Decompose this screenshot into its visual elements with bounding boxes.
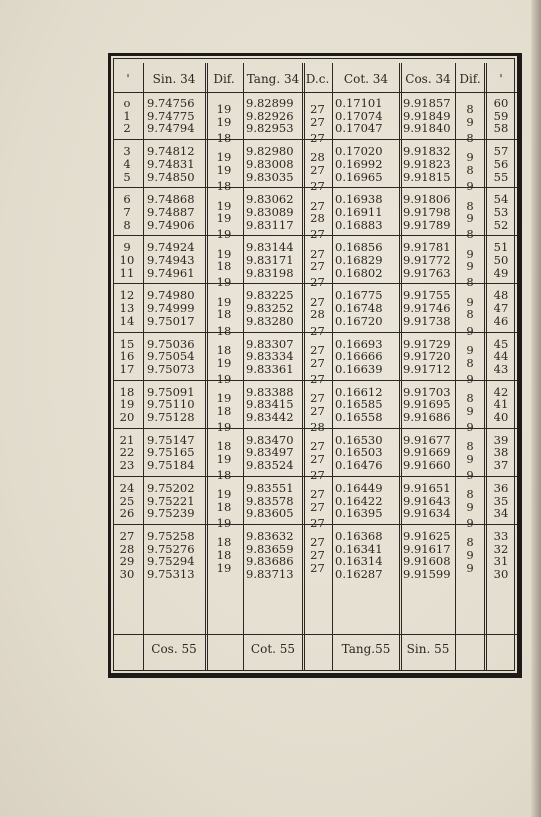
minute-right: 45 — [493, 336, 509, 351]
header-cos: Cos. 34 — [405, 72, 451, 86]
cot-value: 0.16829 — [335, 253, 383, 267]
sin-value: 9.75036 — [147, 336, 195, 351]
minute-right: 60 — [493, 96, 509, 110]
dif-sin: 18 — [216, 499, 232, 514]
tan-value: 9.83334 — [246, 349, 294, 364]
cot-value: 0.16883 — [335, 217, 383, 232]
cot-value: 0.16476 — [335, 458, 383, 473]
dif-sin: 19 — [216, 487, 232, 502]
header-cot: Cot. 34 — [343, 72, 389, 86]
cot-value: 0.16612 — [335, 384, 383, 399]
tan-value: 9.82926 — [246, 108, 294, 123]
cos-value: 9.91832 — [403, 144, 451, 159]
dif-sin: 19 — [216, 163, 232, 178]
cot-value: 0.16911 — [335, 204, 383, 219]
sin-value: 9.74831 — [147, 156, 195, 171]
minute-right: 46 — [493, 313, 509, 328]
sin-value: 9.75294 — [147, 554, 195, 569]
tan-value: 9.83361 — [246, 361, 294, 376]
sin-value: 9.74868 — [147, 192, 195, 207]
minute-left: 10 — [119, 253, 135, 267]
minute-right: 32 — [493, 541, 509, 556]
minute-right: 42 — [493, 384, 509, 399]
minute-left: 14 — [119, 313, 135, 328]
column-rule — [455, 63, 456, 671]
sin-value: 9.75184 — [147, 458, 195, 473]
header-tang: Tang. 34 — [246, 72, 300, 86]
minute-left: 1 — [123, 108, 131, 123]
dif-sin: 19 — [216, 211, 232, 226]
cos-value: 9.91599 — [403, 567, 451, 581]
tan-value: 9.83144 — [246, 240, 294, 255]
dif-cos: 8 — [466, 487, 474, 502]
sin-value: 9.74980 — [147, 288, 195, 303]
minute-left: 9 — [123, 240, 131, 255]
cos-value: 9.91677 — [403, 432, 451, 447]
tan-value: 9.82899 — [246, 96, 294, 110]
minute-left: 28 — [119, 541, 135, 556]
tan-value: 9.83388 — [246, 384, 294, 399]
minute-left: 6 — [123, 192, 131, 207]
tan-value: 9.83415 — [246, 397, 294, 412]
minute-left: 26 — [119, 506, 135, 521]
cos-value: 9.91755 — [403, 288, 451, 303]
minute-right: 43 — [493, 361, 509, 376]
sin-value: 9.75221 — [147, 493, 195, 508]
dif-common: 27 — [310, 390, 325, 405]
dif-sin: 19 — [216, 198, 232, 213]
header-dif1: Dif. — [213, 72, 235, 86]
header-dif2: Dif. — [459, 72, 481, 86]
dif-cos: 9 — [466, 323, 474, 338]
minute-right: 57 — [493, 144, 509, 159]
dif-sin: 18 — [216, 467, 232, 482]
dif-common: 27 — [310, 403, 325, 418]
dif-cos: 8 — [466, 439, 474, 454]
cos-value: 9.91746 — [403, 301, 451, 316]
dif-sin: 18 — [216, 259, 232, 274]
dif-cos: 8 — [466, 390, 474, 405]
dif-sin: 19 — [216, 355, 232, 370]
sin-value: 9.75110 — [147, 397, 195, 412]
tan-value: 9.83008 — [246, 156, 294, 171]
cos-value: 9.91798 — [403, 204, 451, 219]
minute-left: 21 — [119, 432, 135, 447]
minute-left: 30 — [119, 567, 135, 581]
dif-cos: 8 — [466, 275, 474, 290]
dif-common: 27 — [310, 535, 325, 550]
tan-value: 9.83686 — [246, 554, 294, 569]
dif-cos: 9 — [466, 342, 474, 357]
minute-right: 36 — [493, 480, 509, 495]
minute-left: 15 — [119, 336, 135, 351]
sin-value: 9.75091 — [147, 384, 195, 399]
dif-sin: 19 — [216, 275, 232, 290]
dif-common: 28 — [310, 419, 325, 434]
dif-cos: 8 — [466, 355, 474, 370]
dif-sin: 19 — [216, 515, 232, 530]
minute-right: 38 — [493, 445, 509, 460]
tan-value: 9.83605 — [246, 506, 294, 521]
dif-cos: 8 — [466, 131, 474, 146]
page-edge-shadow — [531, 0, 541, 817]
dif-common: 28 — [310, 211, 325, 226]
dif-common: 27 — [310, 371, 325, 386]
cot-value: 0.16287 — [335, 567, 383, 581]
cot-value: 0.16693 — [335, 336, 383, 351]
minute-right: 44 — [493, 349, 509, 364]
sin-value: 9.75147 — [147, 432, 195, 447]
minute-right: 35 — [493, 493, 509, 508]
tan-value: 9.83062 — [246, 192, 294, 207]
tan-value: 9.83632 — [246, 528, 294, 543]
sin-value: 9.75239 — [147, 506, 195, 521]
dif-sin: 19 — [216, 390, 232, 405]
dif-common: 28 — [310, 307, 325, 322]
dif-cos: 9 — [466, 403, 474, 418]
dif-cos: 9 — [466, 179, 474, 194]
dif-cos: 8 — [466, 535, 474, 550]
dif-sin: 18 — [216, 307, 232, 322]
minute-right: 52 — [493, 217, 509, 232]
minute-right: 33 — [493, 528, 509, 543]
minute-right: 40 — [493, 410, 509, 424]
cot-value: 0.16965 — [335, 169, 383, 184]
dif-sin: 19 — [216, 102, 232, 117]
dif-common: 27 — [310, 439, 325, 454]
tan-value: 9.83225 — [246, 288, 294, 303]
tan-value: 9.82953 — [246, 121, 294, 136]
minute-right: 34 — [493, 506, 509, 521]
minute-left: 29 — [119, 554, 135, 569]
dif-common: 27 — [310, 515, 325, 530]
cot-value: 0.16368 — [335, 528, 383, 543]
tan-value: 9.83442 — [246, 410, 294, 424]
minute-right: 49 — [493, 265, 509, 280]
sin-value: 9.74887 — [147, 204, 195, 219]
cot-value: 0.16775 — [335, 288, 383, 303]
dif-sin: 18 — [216, 179, 232, 194]
cos-value: 9.91625 — [403, 528, 451, 543]
minute-right: 37 — [493, 458, 509, 473]
column-rule — [243, 63, 244, 671]
dif-common: 27 — [310, 342, 325, 357]
tan-value: 9.83117 — [246, 217, 294, 232]
cos-value: 9.91763 — [403, 265, 451, 280]
sin-value: 9.75276 — [147, 541, 195, 556]
tan-value: 9.83578 — [246, 493, 294, 508]
sin-value: 9.75073 — [147, 361, 195, 376]
cot-value: 0.16666 — [335, 349, 383, 364]
header-sin: Sin. 34 — [152, 72, 196, 86]
dif-cos: 9 — [466, 451, 474, 466]
cot-value: 0.17101 — [335, 96, 383, 110]
sin-value: 9.74961 — [147, 265, 195, 280]
sin-value: 9.75202 — [147, 480, 195, 495]
minute-left: 8 — [123, 217, 131, 232]
sin-value: 9.75054 — [147, 349, 195, 364]
dif-sin: 19 — [216, 150, 232, 165]
cos-value: 9.91720 — [403, 349, 451, 364]
dif-sin: 19 — [216, 294, 232, 309]
header-minutes-left: ' — [126, 72, 130, 86]
dif-sin: 18 — [216, 547, 232, 562]
minute-left: o — [123, 96, 131, 110]
cot-value: 0.16314 — [335, 554, 383, 569]
dif-common: 27 — [310, 246, 325, 261]
minute-left: 13 — [119, 301, 135, 316]
dif-common: 27 — [310, 163, 325, 178]
minute-right: 41 — [493, 397, 509, 412]
dif-cos: 9 — [466, 115, 474, 130]
dif-cos: 9 — [466, 211, 474, 226]
dif-sin: 19 — [216, 560, 232, 575]
minute-right: 59 — [493, 108, 509, 123]
dif-cos: 8 — [466, 102, 474, 117]
cos-value: 9.91712 — [403, 361, 451, 376]
sin-value: 9.75165 — [147, 445, 195, 460]
tan-value: 9.83035 — [246, 169, 294, 184]
cos-value: 9.91729 — [403, 336, 451, 351]
sin-value: 9.75258 — [147, 528, 195, 543]
cos-value: 9.91686 — [403, 410, 451, 424]
cos-value: 9.91815 — [403, 169, 451, 184]
cot-value: 0.16395 — [335, 506, 383, 521]
tan-value: 9.83307 — [246, 336, 294, 351]
column-rule — [399, 63, 402, 671]
dif-common: 27 — [310, 294, 325, 309]
cos-value: 9.91703 — [403, 384, 451, 399]
sin-value: 9.74794 — [147, 121, 195, 136]
dif-sin: 19 — [216, 227, 232, 242]
sin-value: 9.74812 — [147, 144, 195, 159]
dif-cos: 9 — [466, 499, 474, 514]
cot-value: 0.16802 — [335, 265, 383, 280]
cot-value: 0.17074 — [335, 108, 383, 123]
cot-value: 0.16341 — [335, 541, 383, 556]
dif-cos: 8 — [466, 163, 474, 178]
dif-common: 27 — [310, 499, 325, 514]
dif-common: 27 — [310, 115, 325, 130]
minute-left: 19 — [119, 397, 135, 412]
cot-value: 0.16503 — [335, 445, 383, 460]
minute-right: 55 — [493, 169, 509, 184]
tan-value: 9.82980 — [246, 144, 294, 159]
sin-value: 9.75017 — [147, 313, 195, 328]
dif-sin: 19 — [216, 246, 232, 261]
sin-value: 9.74906 — [147, 217, 195, 232]
cot-value: 0.17020 — [335, 144, 383, 159]
dif-common: 27 — [310, 131, 325, 146]
cot-value: 0.16856 — [335, 240, 383, 255]
cos-value: 9.91669 — [403, 445, 451, 460]
cos-value: 9.91617 — [403, 541, 451, 556]
cot-value: 0.16992 — [335, 156, 383, 171]
sin-value: 9.74924 — [147, 240, 195, 255]
cos-value: 9.91849 — [403, 108, 451, 123]
minute-right: 30 — [493, 567, 509, 581]
dif-sin: 18 — [216, 439, 232, 454]
tan-value: 9.83252 — [246, 301, 294, 316]
minute-right: 50 — [493, 253, 509, 267]
minute-left: 16 — [119, 349, 135, 364]
cos-value: 9.91738 — [403, 313, 451, 328]
minute-left: 18 — [119, 384, 135, 399]
tan-value: 9.83470 — [246, 432, 294, 447]
dif-common: 27 — [310, 560, 325, 575]
minute-left: 17 — [119, 361, 135, 376]
minute-left: 23 — [119, 458, 135, 473]
minute-left: 24 — [119, 480, 135, 495]
cos-value: 9.91857 — [403, 96, 451, 110]
cot-value: 0.17047 — [335, 121, 383, 136]
cot-value: 0.16422 — [335, 493, 383, 508]
cos-value: 9.91823 — [403, 156, 451, 171]
tan-value: 9.83659 — [246, 541, 294, 556]
cot-value: 0.16720 — [335, 313, 383, 328]
cot-value: 0.16585 — [335, 397, 383, 412]
dif-cos: 8 — [466, 227, 474, 242]
dif-common: 27 — [310, 547, 325, 562]
cos-value: 9.91772 — [403, 253, 451, 267]
dif-cos: 9 — [466, 259, 474, 274]
minute-right: 53 — [493, 204, 509, 219]
cot-value: 0.16639 — [335, 361, 383, 376]
footer-sin: Cos. 55 — [151, 642, 197, 656]
minute-left: 25 — [119, 493, 135, 508]
minute-left: 7 — [123, 204, 131, 219]
minute-right: 31 — [493, 554, 509, 569]
dif-cos: 9 — [466, 467, 474, 482]
dif-sin: 18 — [216, 403, 232, 418]
dif-common: 27 — [310, 467, 325, 482]
dif-common: 27 — [310, 275, 325, 290]
minute-left: 22 — [119, 445, 135, 460]
dif-cos: 8 — [466, 198, 474, 213]
dif-common: 27 — [310, 323, 325, 338]
sin-value: 9.74850 — [147, 169, 195, 184]
cot-value: 0.16748 — [335, 301, 383, 316]
dif-common: 27 — [310, 355, 325, 370]
minute-left: 20 — [119, 410, 135, 424]
cot-value: 0.16558 — [335, 410, 383, 424]
header-dc: D.c. — [305, 72, 330, 86]
cos-value: 9.91660 — [403, 458, 451, 473]
footer-cot: Tang.55 — [341, 642, 391, 656]
dif-common: 27 — [310, 487, 325, 502]
tan-value: 9.83280 — [246, 313, 294, 328]
tan-value: 9.83089 — [246, 204, 294, 219]
dif-cos: 9 — [466, 419, 474, 434]
minute-right: 56 — [493, 156, 509, 171]
minute-right: 58 — [493, 121, 509, 136]
cot-value: 0.16449 — [335, 480, 383, 495]
dif-common: 27 — [310, 198, 325, 213]
cos-value: 9.91634 — [403, 506, 451, 521]
dif-common: 27 — [310, 179, 325, 194]
minute-right: 47 — [493, 301, 509, 316]
cos-value: 9.91643 — [403, 493, 451, 508]
dif-cos: 9 — [466, 560, 474, 575]
minute-right: 39 — [493, 432, 509, 447]
tan-value: 9.83713 — [246, 567, 294, 581]
dif-sin: 18 — [216, 131, 232, 146]
cot-value: 0.16938 — [335, 192, 383, 207]
dif-cos: 9 — [466, 150, 474, 165]
dif-sin: 19 — [216, 115, 232, 130]
dif-cos: 9 — [466, 294, 474, 309]
minute-right: 54 — [493, 192, 509, 207]
dif-cos: 9 — [466, 515, 474, 530]
cos-value: 9.91781 — [403, 240, 451, 255]
dif-common: 28 — [310, 150, 325, 165]
cos-value: 9.91789 — [403, 217, 451, 232]
sin-value: 9.74943 — [147, 253, 195, 267]
minute-left: 5 — [123, 169, 131, 184]
header-rule — [113, 92, 517, 93]
dif-sin: 18 — [216, 323, 232, 338]
minute-left: 27 — [119, 528, 135, 543]
cos-value: 9.91840 — [403, 121, 451, 136]
cos-value: 9.91608 — [403, 554, 451, 569]
dif-common: 27 — [310, 102, 325, 117]
minute-right: 51 — [493, 240, 509, 255]
tan-value: 9.83171 — [246, 253, 294, 267]
footer-cos: Sin. 55 — [406, 642, 450, 656]
dif-sin: 18 — [216, 535, 232, 550]
cos-value: 9.91695 — [403, 397, 451, 412]
cos-value: 9.91806 — [403, 192, 451, 207]
tan-value: 9.83497 — [246, 445, 294, 460]
dif-cos: 9 — [466, 547, 474, 562]
tan-value: 9.83524 — [246, 458, 294, 473]
header-minutes-right: ' — [499, 72, 503, 86]
column-rule — [143, 63, 144, 671]
minute-left: 2 — [123, 121, 131, 136]
cos-value: 9.91651 — [403, 480, 451, 495]
dif-sin: 19 — [216, 371, 232, 386]
tan-value: 9.83198 — [246, 265, 294, 280]
minute-left: 3 — [123, 144, 131, 159]
minute-left: 12 — [119, 288, 135, 303]
dif-cos: 9 — [466, 246, 474, 261]
minute-left: 4 — [123, 156, 131, 171]
dif-cos: 9 — [466, 371, 474, 386]
sin-value: 9.74999 — [147, 301, 195, 316]
dif-sin: 18 — [216, 342, 232, 357]
dif-common: 27 — [310, 451, 325, 466]
minute-left: 11 — [119, 265, 135, 280]
dif-sin: 19 — [216, 419, 232, 434]
dif-sin: 19 — [216, 451, 232, 466]
footer-tang: Cot. 55 — [250, 642, 296, 656]
dif-cos: 8 — [466, 307, 474, 322]
minute-right: 48 — [493, 288, 509, 303]
tan-value: 9.83551 — [246, 480, 294, 495]
sin-value: 9.74775 — [147, 108, 195, 123]
cot-value: 0.16530 — [335, 432, 383, 447]
sin-value: 9.75128 — [147, 410, 195, 424]
sin-value: 9.75313 — [147, 567, 195, 581]
footer-rule — [113, 634, 517, 635]
dif-common: 27 — [310, 227, 325, 242]
column-rule — [332, 63, 333, 671]
sin-value: 9.74756 — [147, 96, 195, 110]
dif-common: 27 — [310, 259, 325, 274]
